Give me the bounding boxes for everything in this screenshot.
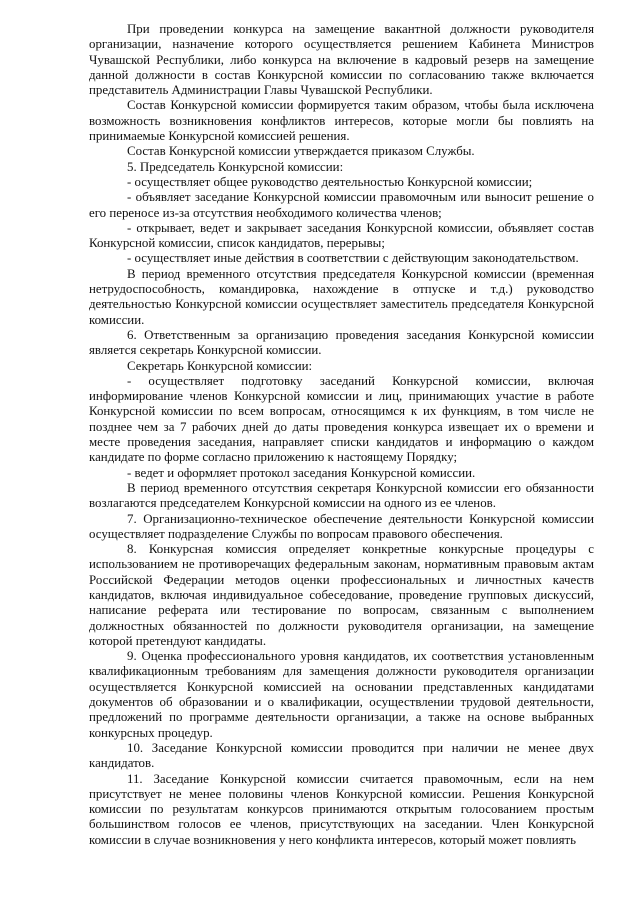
paragraph-chairman-heading: 5. Председатель Конкурсной комиссии: [127, 159, 344, 174]
list-item-secretary-preparation: - осуществляет подготовку заседаний Конкурсной комиссии, включая информирование членов Конкурсной комиссии и лиц, принимающих участие в работе Конкурсной комиссии по всем вопросам, относящимся к их функциям, в том числе не позднее чем за 7 рабочих дней до даты проведения конкурса извещает их о времени и месте проведения заседания, направляет списки кандидатов и информацию о каждом кандидате по форме согласно приложению к настоящему Порядку; [89, 373, 594, 465]
paragraph-technical-support: 7. Организационно-техническое обеспечение деятельности Конкурсной комиссии осуществляет подразделение Службы по вопросам правового обеспечения. [89, 511, 594, 541]
paragraph-representative: При проведении конкурса на замещение вакантной должности руководителя организации, назначение которого осуществляется решением Кабинета Министров Чувашской Республики, либо конкурса на включение в кадровый резерв на замещение данной должности в состав Конкурсной комиссии по согласованию также включается представитель Администрации Главы Чувашской Республики. [89, 22, 594, 98]
paragraph-secretary-absence: В период временного отсутствия секретаря Конкурсной комиссии его обязанности возлагаются председателем Конкурсной комиссии на одного из ее членов. [89, 480, 594, 511]
list-item-chairman-quorum: - объявляет заседание Конкурсной комиссии правомочным или выносит решение о его переносе из-за отсутствия необходимого количества членов; [89, 190, 594, 220]
paragraph-evaluation: 9. Оценка профессионального уровня кандидатов, их соответствия установленным квалификационным требованиям для замещения должности руководителя организации осуществляется Конкурсной комиссией на основании представленных кандидатами документов об образовании и о квалификации, осуществлении трудовой деятельности, предложений по программе деятельности организации, а также на основе выбранных конкурсных процедур. [89, 649, 594, 740]
paragraph-quorum-voting: 11. Заседание Конкурсной комиссии считается правомочным, если на нем присутствует не менее половины членов Конкурсной комиссии. Решения Конкурсной комиссии по результатам конкурсов принимаются открытым голосованием простым большинством голосов ее членов, присутствующих на заседании. Член Конкурсной комиссии в случае возникновения у него конфликта интересов, который может повлиять [89, 771, 594, 847]
paragraph-composition-conflict: Состав Конкурсной комиссии формируется таким образом, чтобы была исключена возможность возникновения конфликтов интересов, которые могли бы повлиять на принимаемые Конкурсной комиссией решения. [89, 98, 594, 144]
list-item-secretary-protocol: - ведет и оформляет протокол заседания Конкурсной комиссии. [127, 465, 476, 480]
list-item-chairman-other: - осуществляет иные действия в соответствии с действующим законодательством. [127, 251, 579, 266]
paragraph-minimum-candidates: 10. Заседание Конкурсной комиссии проводится при наличии не менее двух кандидатов. [89, 740, 594, 771]
document-page [89, 22, 594, 848]
paragraph-chairman-absence: В период временного отсутствия председателя Конкурсной комиссии (временная нетрудоспособность, командировка, нахождение в отпуске и т.д.) руководство деятельностью Конкурсной комиссии осуществляет заместитель председателя Конкурсной комиссии. [89, 266, 594, 327]
paragraph-composition-approval: Состав Конкурсной комиссии утверждается приказом Службы. [127, 144, 475, 159]
paragraph-responsible-secretary: 6. Ответственным за организацию проведения заседания Конкурсной комиссии является секретарь Конкурсной комиссии. [89, 327, 594, 358]
paragraph-procedures: 8. Конкурсная комиссия определяет конкретные конкурсные процедуры с использованием не противоречащих федеральным законам, нормативным правовым актам Российской Федерации методов оценки профессиональных и личностных качеств кандидатов, включая индивидуальное собеседование, проведение групповых дискуссий, написание реферата или тестирование по вопросам, связанным с выполнением должностных обязанностей по должности руководителя организации, на замещение которой претендуют кандидаты. [89, 542, 594, 648]
list-item-chairman-general: - осуществляет общее руководство деятельностью Конкурсной комиссии; [127, 174, 533, 189]
paragraph-secretary-heading: Секретарь Конкурсной комиссии: [127, 358, 313, 373]
list-item-chairman-sessions: - открывает, ведет и закрывает заседания Конкурсной комиссии, объявляет состав Конкурсной комиссии, список кандидатов, перерывы; [89, 220, 594, 251]
